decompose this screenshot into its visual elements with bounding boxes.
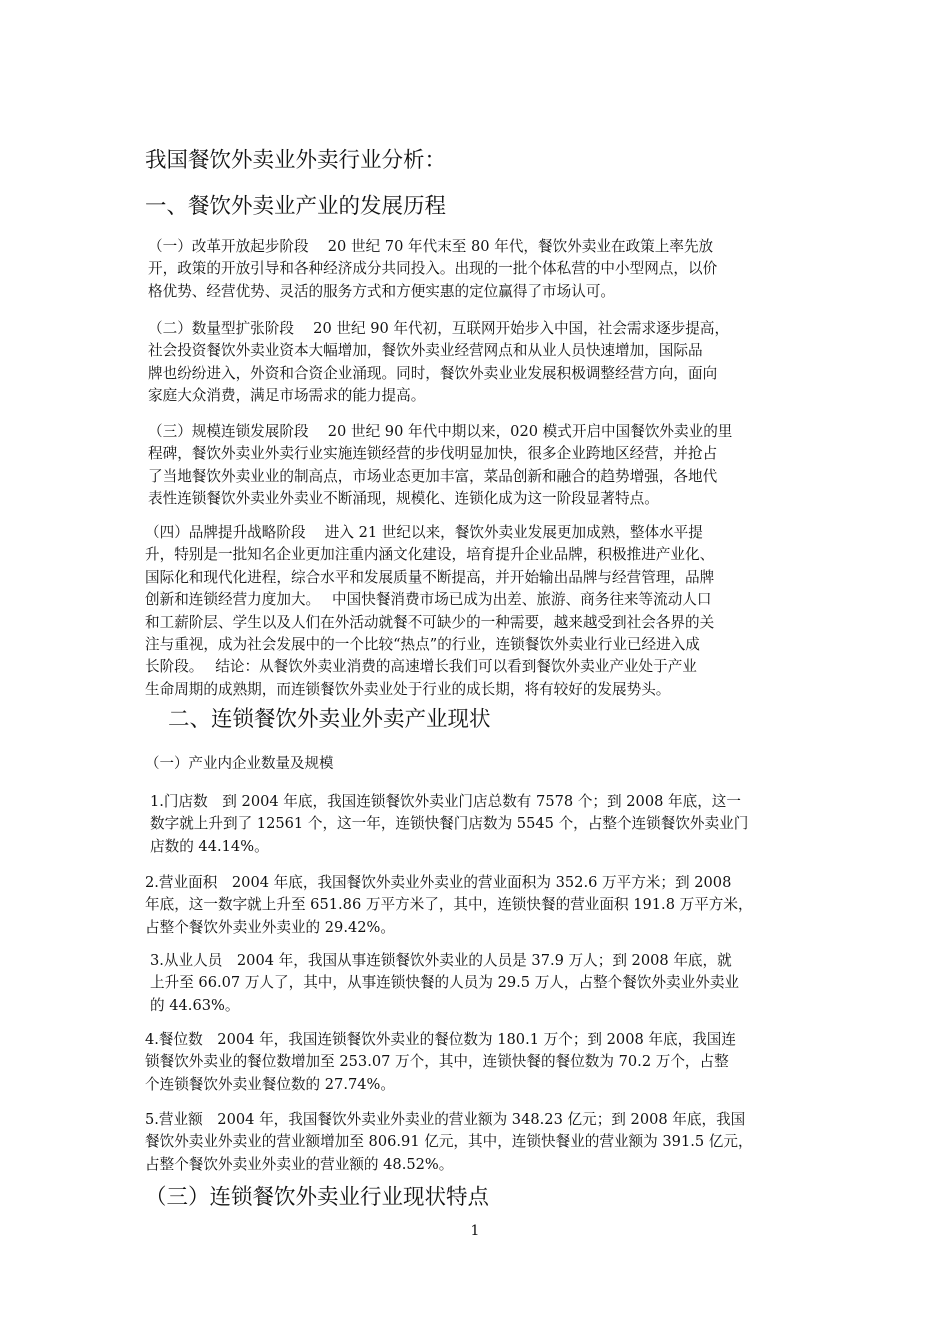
document-title: 我国餐饮外卖业外卖行业分析：: [145, 148, 447, 173]
text-line: 注与重视，成为社会发展中的一个比较“热点”的行业，连锁餐饮外卖业行业已经进入成: [145, 635, 700, 653]
paragraph-revenue: [145, 1109, 815, 1176]
paragraph-reform-stage: [148, 236, 818, 303]
paragraph-seat-count: [145, 1029, 815, 1096]
text-line: 表性连锁餐饮外卖业外卖业不断涌现，规模化、连锁化成为这一阶段显著特点。: [148, 490, 659, 508]
paragraph-brand-stage: [145, 522, 815, 701]
page-number: 1: [470, 1223, 480, 1239]
text-line: 2.营业面积 2004 年底，我国餐饮外卖业外卖业的营业面积为 352.6 万平方米；到 2008: [145, 874, 732, 891]
paragraph-employees: [150, 950, 820, 1017]
text-line: 长阶段。 结论：从餐饮外卖业消费的高速增长我们可以看到餐饮外卖业产业处于产业: [145, 658, 697, 676]
text-line: 个连锁餐饮外卖业餐位数的 27.74%。: [145, 1075, 396, 1093]
text-line: 程碑，餐饮外卖业外卖行业实施连锁经营的步伐明显加快，很多企业跨地区经营，并抢占: [148, 445, 718, 463]
text-line: 的 44.63%。: [150, 996, 240, 1014]
section-heading-history: 一、餐饮外卖业产业的发展历程: [145, 194, 447, 219]
section-heading-features: （三）连锁餐饮外卖业行业现状特点: [145, 1185, 490, 1210]
text-line: 家庭大众消费，满足市场需求的能力提高。: [148, 387, 426, 405]
text-line: 3.从业人员 2004 年，我国从事连锁餐饮外卖业的人员是 37.9 万人；到 2008 年底，就: [150, 952, 732, 969]
text-line: （四）品牌提升战略阶段 进入 21 世纪以来，餐饮外卖业发展更加成熟，整体水平提: [145, 524, 703, 541]
text-line: 格优势、经营优势、灵活的服务方式和方便实惠的定位赢得了市场认可。: [148, 282, 616, 300]
section-heading-status: 二、连锁餐饮外卖业外卖产业现状: [168, 707, 491, 732]
text-line: 餐饮外卖业外卖业的营业额增加至 806.91 亿元，其中，连锁快餐业的营业额为 391.5 亿元，: [145, 1133, 753, 1151]
text-line: 5.营业额 2004 年，我国餐饮外卖业外卖业的营业额为 348.23 亿元；到 2008 年底，我国: [145, 1111, 746, 1128]
text-line: 4.餐位数 2004 年，我国连锁餐饮外卖业的餐位数为 180.1 万个；到 2008 年底，我国连: [145, 1031, 736, 1048]
text-line: 锁餐饮外卖业的餐位数增加至 253.07 万个，其中，连锁快餐的餐位数为 70.2 万个，占整: [145, 1053, 729, 1071]
text-line: 社会投资餐饮外卖业资本大幅增加，餐饮外卖业经营网点和从业人员快速增加，国际品: [148, 342, 703, 360]
text-line: 和工薪阶层、学生以及人们在外活动就餐不可缺少的一种需要，越来越受到社会各界的关: [145, 613, 715, 631]
text-line: 上升至 66.07 万人了，其中，从事连锁快餐的人员为 29.5 万人，占整个餐饮外卖业外卖业: [150, 974, 740, 992]
text-line: 创新和连锁经营力度加大。 中国快餐消费市场已成为出差、旅游、商务往来等流动人口: [145, 591, 712, 609]
text-line: 国际化和现代化进程，综合水平和发展质量不断提高，并开始输出品牌与经营管理，品牌: [145, 568, 715, 586]
text-line: 了当地餐饮外卖业业的制高点，市场业态更加丰富，菜品创新和融合的趋势增强，各地代: [148, 467, 718, 485]
paragraph-chain-stage: [148, 421, 818, 511]
text-line: 牌也纷纷进入，外资和合资企业涌现。同时，餐饮外卖业业发展积极调整经营方向，面向: [148, 364, 718, 382]
text-line: （二）数量型扩张阶段 20 世纪 90 年代初，互联网开始步入中国，社会需求逐步提高，: [148, 320, 730, 337]
text-line: 生命周期的成熟期，而连锁餐饮外卖业处于行业的成长期，将有较好的发展势头。: [145, 680, 671, 698]
text-line: （一）改革开放起步阶段 20 世纪 70 年代末至 80 年代，餐饮外卖业在政策上率先放: [148, 238, 714, 255]
text-line: 占整个餐饮外卖业外卖业的营业额的 48.52%。: [145, 1155, 454, 1173]
text-line: 1.门店数 到 2004 年底，我国连锁餐饮外卖业门店总数有 7578 个；到 2008 年底，这一: [150, 793, 741, 810]
text-line: 数字就上升到了 12561 个，这一年，连锁快餐门店数为 5545 个，占整个连锁餐饮外卖业门: [150, 815, 749, 833]
text-line: 年底，这一数字就上升至 651.86 万平方米了，其中，连锁快餐的营业面积 191.8 万平方米，: [145, 896, 753, 914]
text-line: 升，特别是一批知名企业更加注重内涵文化建设，培育提升企业品牌，积极推进产业化、: [145, 546, 715, 564]
paragraph-business-area: [145, 872, 815, 939]
text-line: 店数的 44.14%。: [150, 837, 269, 855]
text-line: 占整个餐饮外卖业外卖业的 29.42%。: [145, 918, 396, 936]
paragraph-store-count: [150, 791, 820, 858]
subsection-heading-scale: （一）产业内企业数量及规模: [145, 756, 334, 772]
paragraph-expansion-stage: [148, 318, 818, 408]
text-line: （三）规模连锁发展阶段 20 世纪 90 年代中期以来，020 模式开启中国餐饮外卖业的里: [148, 423, 733, 440]
text-line: 开，政策的开放引导和各种经济成分共同投入。出现的一批个体私营的中小型网点，以价: [148, 260, 718, 278]
